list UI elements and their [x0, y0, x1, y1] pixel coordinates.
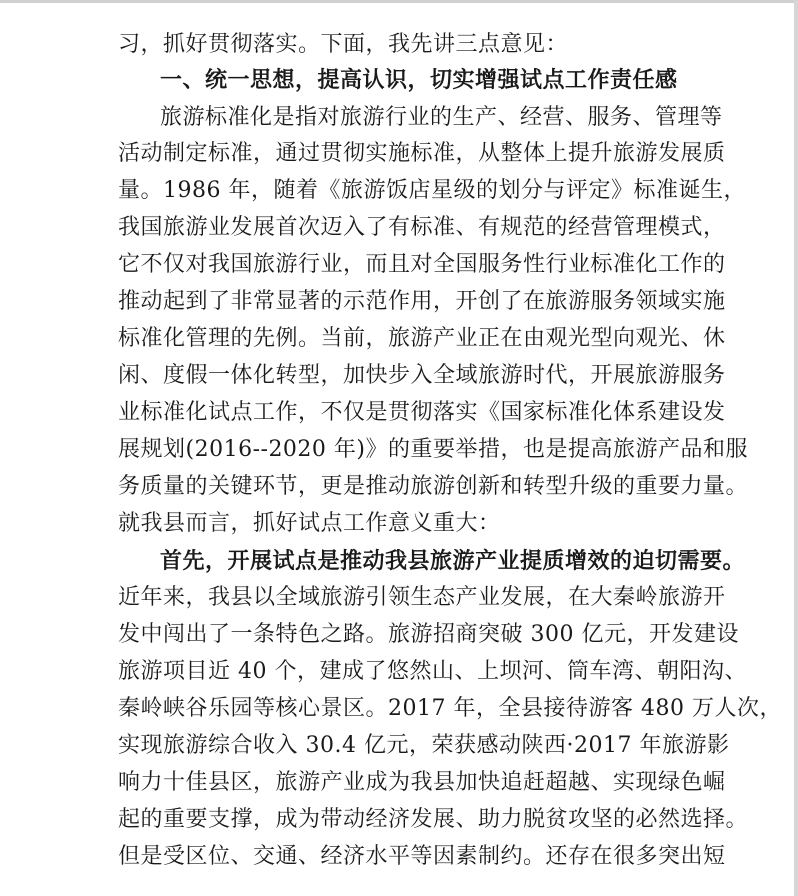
text-line: 推动起到了非常显著的示范作用，开创了在旅游服务领域实施 [118, 289, 726, 314]
text-line: 旅游标准化是指对旅游行业的生产、经营、服务、管理等 [160, 105, 723, 130]
text-line: 它不仅对我国旅游行业，而且对全国服务性行业标准化工作的 [118, 252, 726, 277]
text-line: 闲、度假一体化转型，加快步入全域旅游时代，开展旅游服务 [118, 363, 726, 388]
text-line: 响力十佳县区，旅游产业成为我县加快追赶超越、实现绿色崛 [118, 770, 726, 795]
text-line: 旅游项目近 40 个，建成了悠然山、上坝河、筒车湾、朝阳沟、 [118, 659, 747, 684]
text-line: 务质量的关键环节，更是推动旅游创新和转型升级的重要力量。 [118, 474, 749, 499]
text-line: 就我县而言，抓好试点工作意义重大： [118, 511, 501, 536]
text-line: 标准化管理的先例。当前，旅游产业正在由观光型向观光、休 [118, 326, 726, 351]
text-line: 习，抓好贯彻落实。下面，我先讲三点意见： [118, 32, 569, 57]
text-line: 业标准化试点工作，不仅是贯彻落实《国家标准化体系建设发 [118, 400, 726, 425]
text-line: 但是受区位、交通、经济水平等因素制约。还存在很多突出短 [118, 844, 726, 869]
text-line: 展规划(2016--2020 年)》的重要举措，也是提高旅游产品和服 [118, 437, 749, 462]
bold-lead-sentence: 首先，开展试点是推动我县旅游产业提质增效的迫切需要。 [160, 548, 746, 574]
text-line: 近年来，我县以全域旅游引领生态产业发展，在大秦岭旅游开 [118, 585, 726, 610]
text-line: 量。1986 年，随着《旅游饭店星级的划分与评定》标准诞生， [118, 178, 746, 203]
section-heading: 一、统一思想，提高认识，切实增强试点工作责任感 [160, 68, 678, 93]
text-line: 实现旅游综合收入 30.4 亿元，荣获感动陕西·2017 年旅游影 [118, 733, 730, 758]
text-line: 我国旅游业发展首次迈入了有标准、有规范的经营管理模式， [118, 215, 726, 240]
text-line: 活动制定标准，通过贯彻实施标准，从整体上提升旅游发展质 [118, 141, 726, 166]
text-line: 秦岭峡谷乐园等核心景区。2017 年，全县接待游客 480 万人次， [118, 696, 782, 721]
text-line: 发中闯出了一条特色之路。旅游招商突破 300 亿元，开发建设 [118, 622, 739, 647]
text-line: 起的重要支撑，成为带动经济发展、助力脱贫攻坚的必然选择。 [118, 807, 749, 832]
